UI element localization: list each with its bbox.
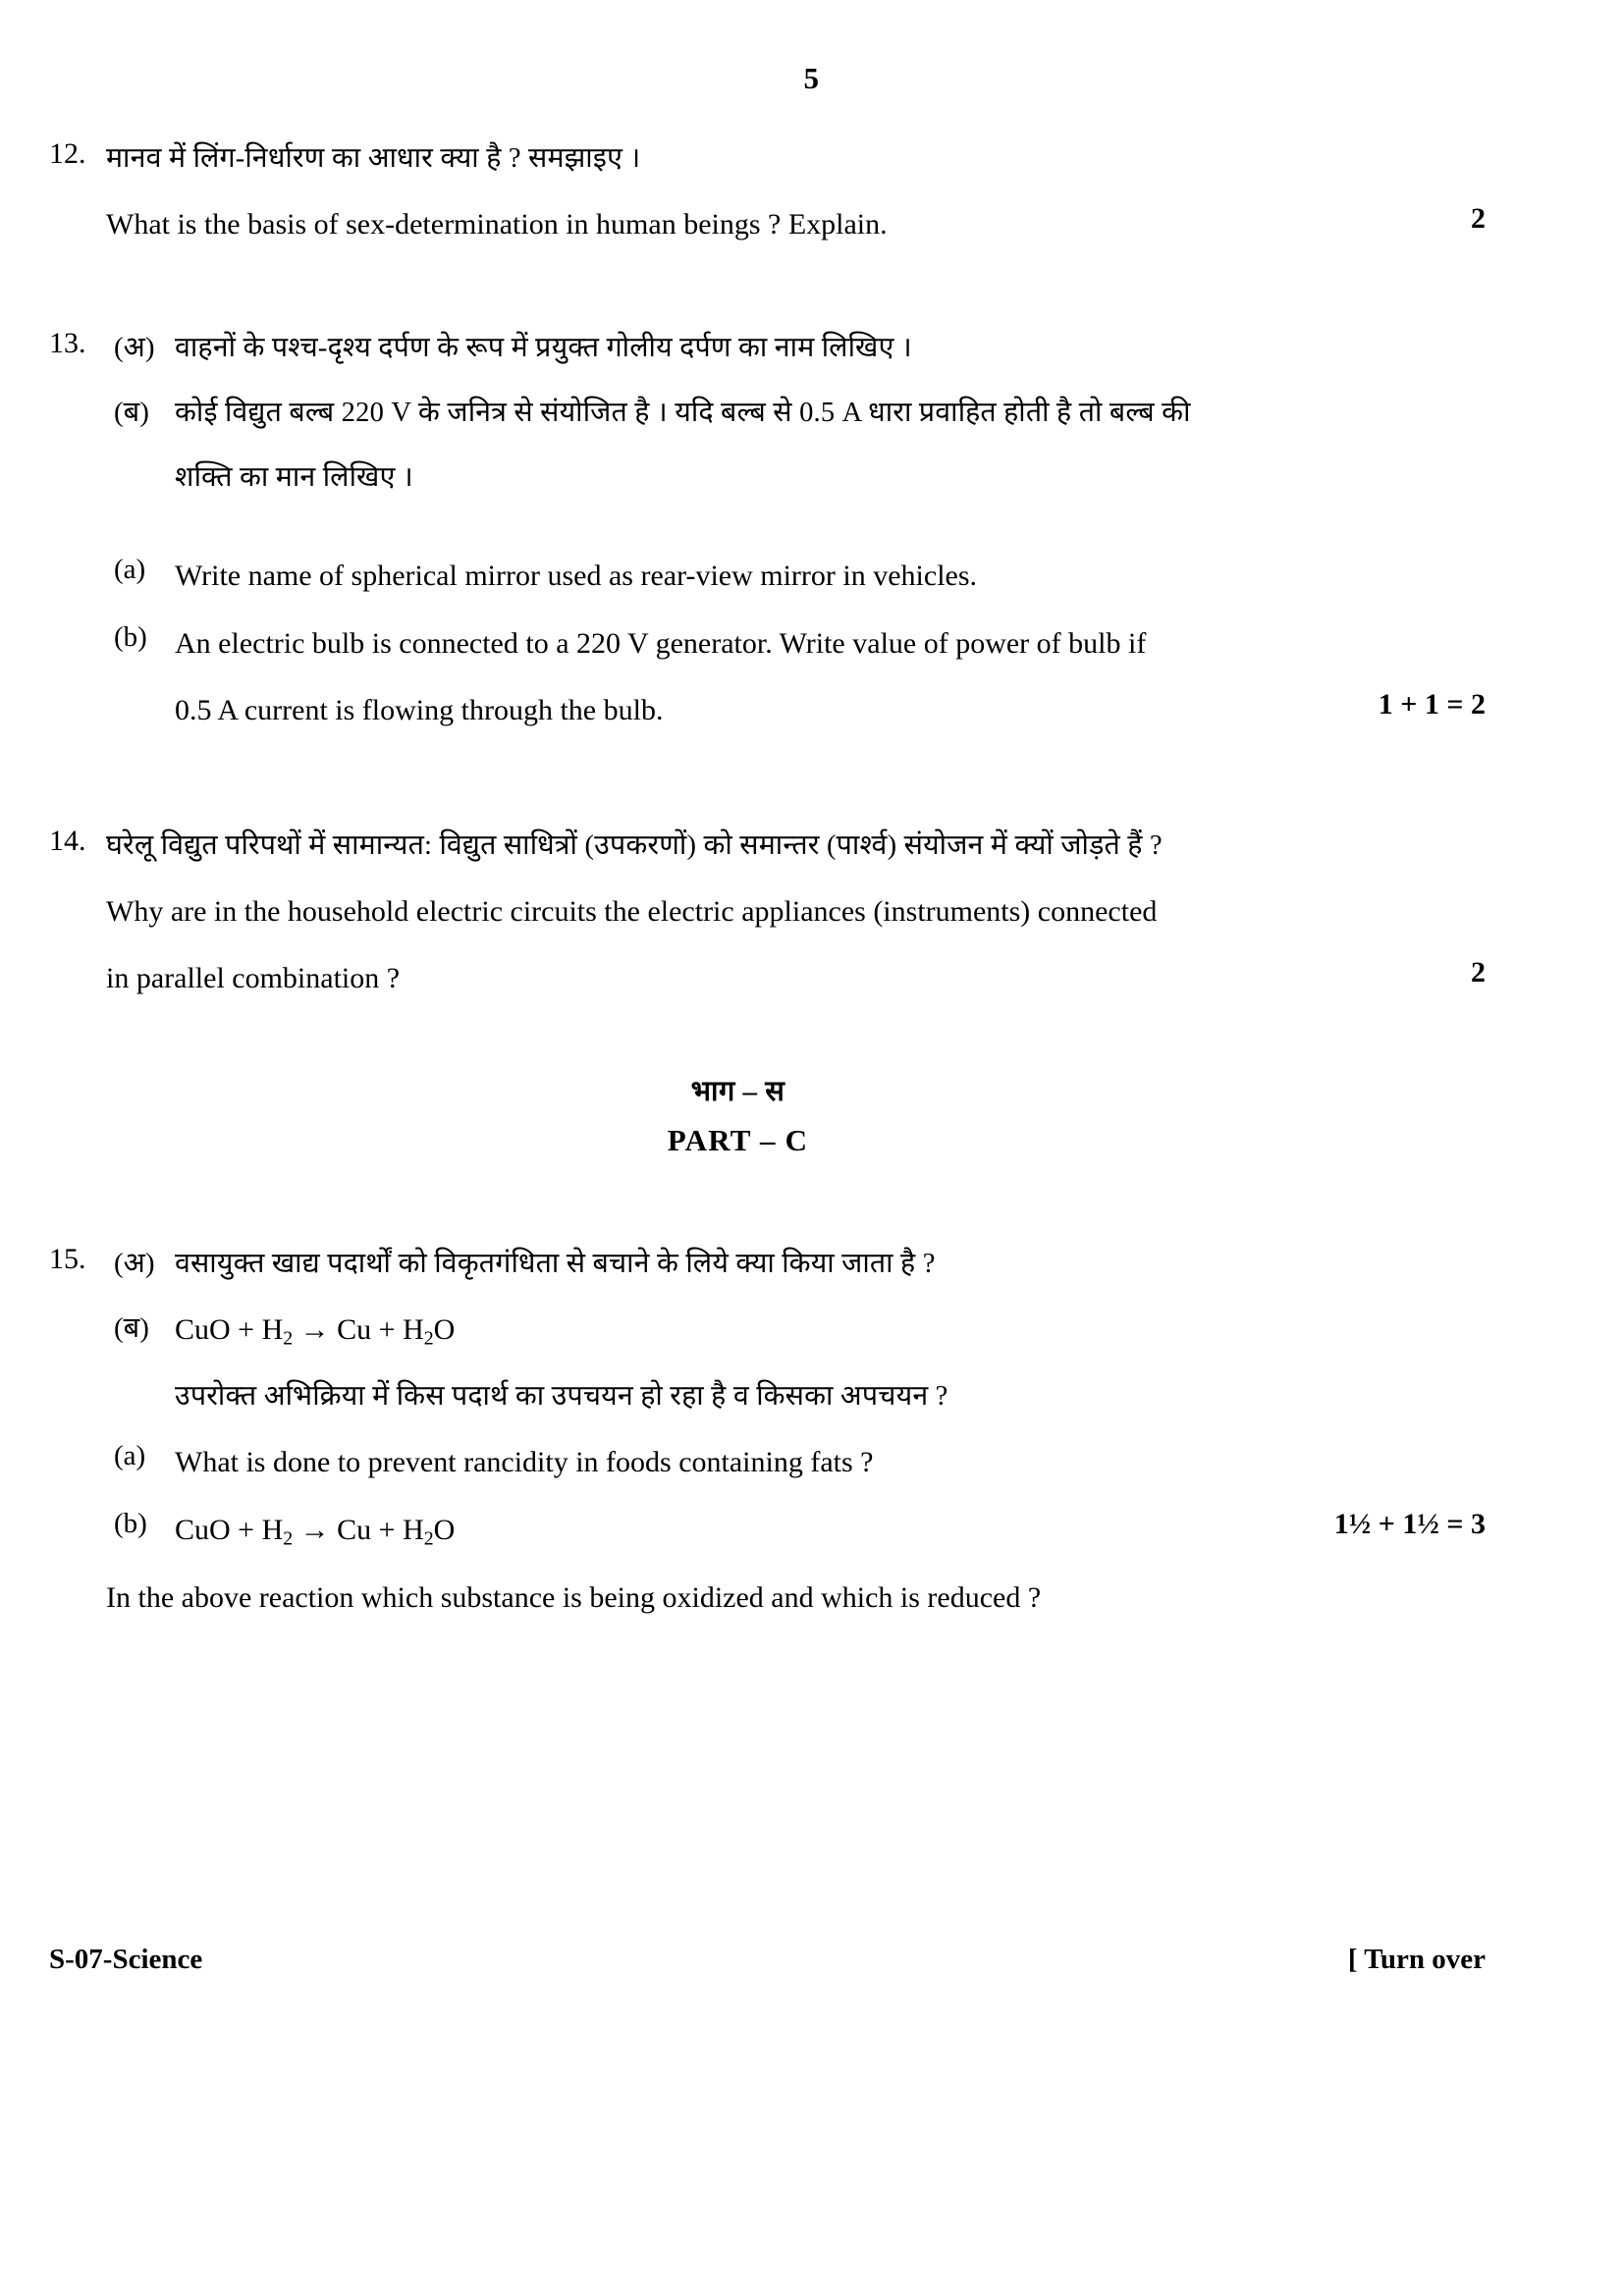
q13-number-spacer-5 bbox=[0, 688, 106, 721]
q15-eng-last-text: In the above reaction which substance is being oxidized and which is reduced ? bbox=[106, 1581, 1042, 1615]
q15-number-spacer-5 bbox=[0, 1575, 106, 1609]
q12-english-text: What is the basis of sex-determination in human beings ? Explain. bbox=[106, 208, 888, 241]
q12-hindi-line bbox=[0, 137, 1623, 181]
q13-hindi-b-text-1: कोई विद्युत बल्ब 220 V के जनित्र से संयोजित है । यदि बल्ब से 0.5 A धारा प्रवाहित होती है तो बल्ब की bbox=[175, 397, 1191, 428]
page-number: 5 bbox=[803, 61, 820, 95]
question-14 bbox=[0, 825, 1623, 1002]
q14-number: 14. bbox=[49, 824, 86, 857]
q13-hindi-b-line2 bbox=[0, 456, 1623, 500]
q15-hindi-a-label: (अ) bbox=[114, 1247, 155, 1279]
q14-marks: 2 bbox=[1471, 956, 1486, 989]
q13-eng-b-label: (b) bbox=[114, 620, 147, 653]
q15-hindi-b-question: उपरोक्त अभिक्रिया में किस पदार्थ का उपचयन हो रहा है व किसका अपचयन ? bbox=[175, 1381, 948, 1413]
equation-sub1-2: 2 bbox=[283, 1527, 294, 1550]
q14-english-text-2: in parallel combination ? bbox=[106, 962, 401, 995]
q13-hindi-b-label: (ब) bbox=[114, 396, 149, 428]
q13-english-b-line2 bbox=[0, 688, 1623, 734]
q12-english-line bbox=[0, 202, 1623, 248]
q12-hindi-text: मानव में लिंग-निर्धारण का आधार क्या है ? समझाइए । bbox=[106, 143, 641, 174]
q13-sublabel-spacer-1 bbox=[106, 456, 175, 495]
q13-eng-b-text-1: An electric bulb is connected to a 220 V generator. Write value of power of bulb if bbox=[175, 626, 1147, 660]
q13-eng-a-label: (a) bbox=[114, 554, 146, 586]
q15-hindi-b-equation-line bbox=[0, 1308, 1623, 1354]
q15-hindi-b-question-line bbox=[0, 1375, 1623, 1418]
q12-number-spacer bbox=[0, 202, 106, 236]
q14-english-text-1: Why are in the household electric circuits the electric appliances (instruments) connected bbox=[106, 894, 1158, 928]
q15-equation-hindi bbox=[175, 1308, 455, 1354]
equation-mid-2: → Cu + H bbox=[293, 1513, 424, 1546]
part-heading-hindi: भाग – स bbox=[690, 1075, 785, 1107]
q13-eng-b-text-2: 0.5 A current is flowing through the bulb. bbox=[175, 694, 664, 727]
q15-sublabel-spacer-1 bbox=[106, 1375, 175, 1414]
q15-english-last-line bbox=[0, 1575, 1623, 1622]
q13-hindi-a-text: वाहनों के पश्च-दृश्य दर्पण के रूप में प्रयुक्त गोलीय दर्पण का नाम लिखिए । bbox=[175, 332, 912, 363]
question-12 bbox=[0, 137, 1623, 248]
q15-marks: 1½ + 1½ = 3 bbox=[1333, 1507, 1486, 1540]
q14-number-spacer-2 bbox=[0, 956, 106, 989]
equation-post-2: O bbox=[433, 1513, 456, 1546]
q15-number-spacer-3 bbox=[0, 1440, 106, 1473]
q13-english-a-line bbox=[0, 554, 1623, 600]
q13-hindi-a-line bbox=[0, 327, 1623, 370]
q13-english-b-line1 bbox=[0, 621, 1623, 667]
q14-hindi-text: घरेलू विद्युत परिपथों में सामान्यत: विद्युत साधित्रों (उपकरणों) को समान्तर (पार्श्व) संयोजन में क्यों जोड़ते हैं ? bbox=[106, 829, 1163, 861]
equation-post: O bbox=[433, 1313, 456, 1347]
equation-sub1: 2 bbox=[283, 1327, 294, 1350]
q14-hindi-line bbox=[0, 825, 1623, 868]
q15-number-spacer-4 bbox=[0, 1508, 106, 1541]
q13-eng-a-text: Write name of spherical mirror used as rear-view mirror in vehicles. bbox=[175, 560, 978, 593]
q14-english-line2 bbox=[0, 956, 1623, 1002]
question-15 bbox=[0, 1243, 1623, 1622]
q14-number-spacer-1 bbox=[0, 889, 106, 923]
footer-turn-over: [ Turn over bbox=[1347, 1944, 1486, 1975]
q13-number-spacer-2 bbox=[0, 456, 106, 490]
q15-eng-a-label: (a) bbox=[114, 1440, 146, 1472]
q15-hindi-a-line bbox=[0, 1243, 1623, 1286]
q15-number: 15. bbox=[49, 1242, 86, 1275]
q15-hindi-b-label: (ब) bbox=[114, 1312, 149, 1345]
q15-english-a-line bbox=[0, 1440, 1623, 1486]
q14-english-line1 bbox=[0, 889, 1623, 935]
part-c-heading bbox=[0, 1071, 1476, 1158]
q12-number: 12. bbox=[49, 137, 86, 170]
part-heading-english: PART – C bbox=[667, 1122, 809, 1157]
equation-mid: → Cu + H bbox=[293, 1313, 424, 1347]
q13-sublabel-spacer-2 bbox=[106, 688, 175, 721]
equation-pre-2: CuO + H bbox=[175, 1513, 284, 1546]
q12-marks: 2 bbox=[1471, 202, 1486, 236]
q15-english-b-equation-line bbox=[0, 1508, 1623, 1554]
q13-number-spacer-1 bbox=[0, 392, 106, 425]
footer-paper-code: S-07-Science bbox=[49, 1944, 203, 1975]
q15-equation-english bbox=[175, 1508, 455, 1554]
q13-number-spacer-4 bbox=[0, 621, 106, 655]
q15-hindi-a-text: वसायुक्त खाद्य पदार्थों को विकृतगंधिता से बचाने के लिये क्या किया जाता है ? bbox=[175, 1248, 936, 1279]
equation-sub2: 2 bbox=[423, 1327, 434, 1350]
q13-marks: 1 + 1 = 2 bbox=[1378, 688, 1486, 721]
equation-sub2-2: 2 bbox=[423, 1527, 434, 1550]
equation-pre: CuO + H bbox=[175, 1313, 284, 1347]
q13-hindi-a-label: (अ) bbox=[114, 331, 155, 363]
q13-hindi-b-line1 bbox=[0, 392, 1623, 435]
q15-eng-b-label: (b) bbox=[114, 1507, 147, 1539]
q13-number-spacer-3 bbox=[0, 554, 106, 587]
q13-hindi-b-text-2: शक्ति का मान लिखिए । bbox=[175, 462, 413, 494]
page-footer bbox=[0, 1944, 1623, 1976]
question-13 bbox=[0, 327, 1623, 734]
q13-number: 13. bbox=[49, 326, 86, 359]
q15-number-spacer-1 bbox=[0, 1308, 106, 1341]
q15-eng-a-text: What is done to prevent rancidity in foods containing fats ? bbox=[175, 1446, 874, 1479]
q15-number-spacer-2 bbox=[0, 1375, 106, 1409]
